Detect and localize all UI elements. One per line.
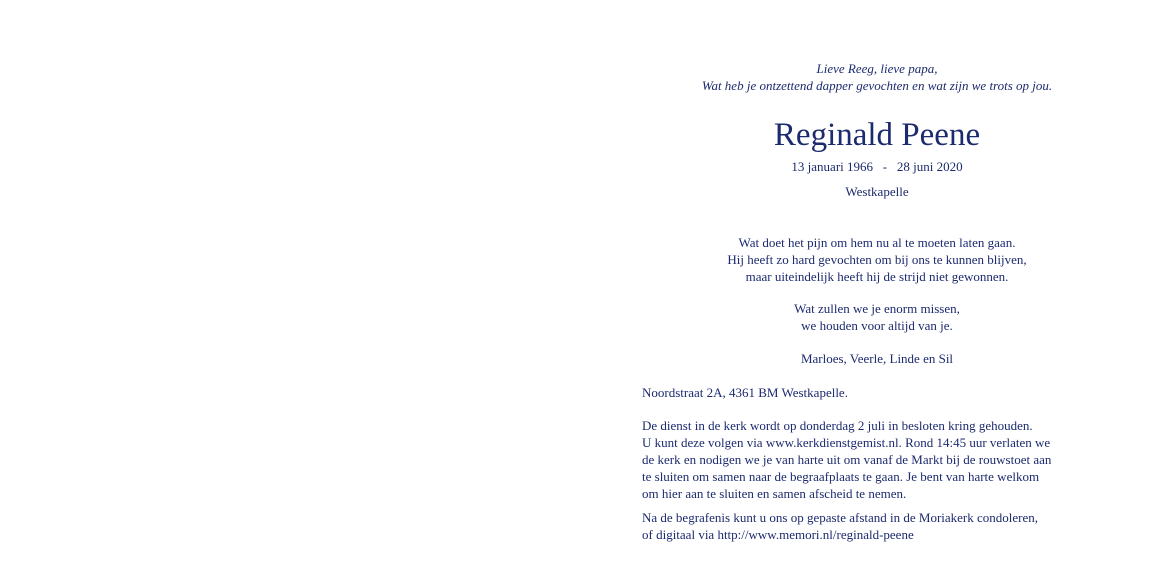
place-name: Westkapelle <box>845 184 909 199</box>
service-line: om hier aan te sluiten en samen afscheid te nemen. <box>642 486 907 501</box>
condolence-line: of digitaal via http://www.memori.nl/reginald-peene <box>642 527 914 542</box>
service-line: de kerk en nodigen we je van harte uit om vanaf de Markt bij de rouwstoet aan <box>642 452 1052 467</box>
intro-line: Wat heb je ontzettend dapper gevochten en wat zijn we trots op jou. <box>701 78 1053 93</box>
miss-line: we houden voor altijd van je. <box>801 318 953 333</box>
miss-line: Wat zullen we je enorm missen, <box>794 301 960 316</box>
poem-line: Wat doet het pijn om hem nu al te moeten laten gaan. <box>738 235 1016 250</box>
service-details <box>642 417 1112 502</box>
service-line: De dienst in de kerk wordt op donderdag 2 juli in besloten kring gehouden. <box>642 418 1033 433</box>
family-signature: Marloes, Veerle, Linde en Sil <box>800 351 954 366</box>
condolence-line: Na de begrafenis kunt u ons op gepaste afstand in de Moriakerk condoleren, <box>642 510 1039 525</box>
intro-text <box>642 60 1112 94</box>
deceased-name: Reginald Peene <box>773 117 981 153</box>
miss-text <box>642 300 1112 334</box>
condolence-info <box>642 509 1112 543</box>
intro-line: Lieve Reeg, lieve papa, <box>816 61 938 76</box>
home-address: Noordstraat 2A, 4361 BM Westkapelle. <box>642 385 848 400</box>
poem-line: Hij heeft zo hard gevochten om bij ons te kunnen blijven, <box>727 252 1027 267</box>
service-line: te sluiten om samen naar de begraafplaats te gaan. Je bent van harte welkom <box>642 469 1040 484</box>
poem-text <box>642 234 1112 285</box>
service-line: U kunt deze volgen via www.kerkdienstgemist.nl. Rond 14:45 uur verlaten we <box>642 435 1051 450</box>
poem-line: maar uiteindelijk heeft hij de strijd niet gewonnen. <box>745 269 1009 284</box>
life-dates: 13 januari 1966 - 28 juni 2020 <box>791 159 963 174</box>
